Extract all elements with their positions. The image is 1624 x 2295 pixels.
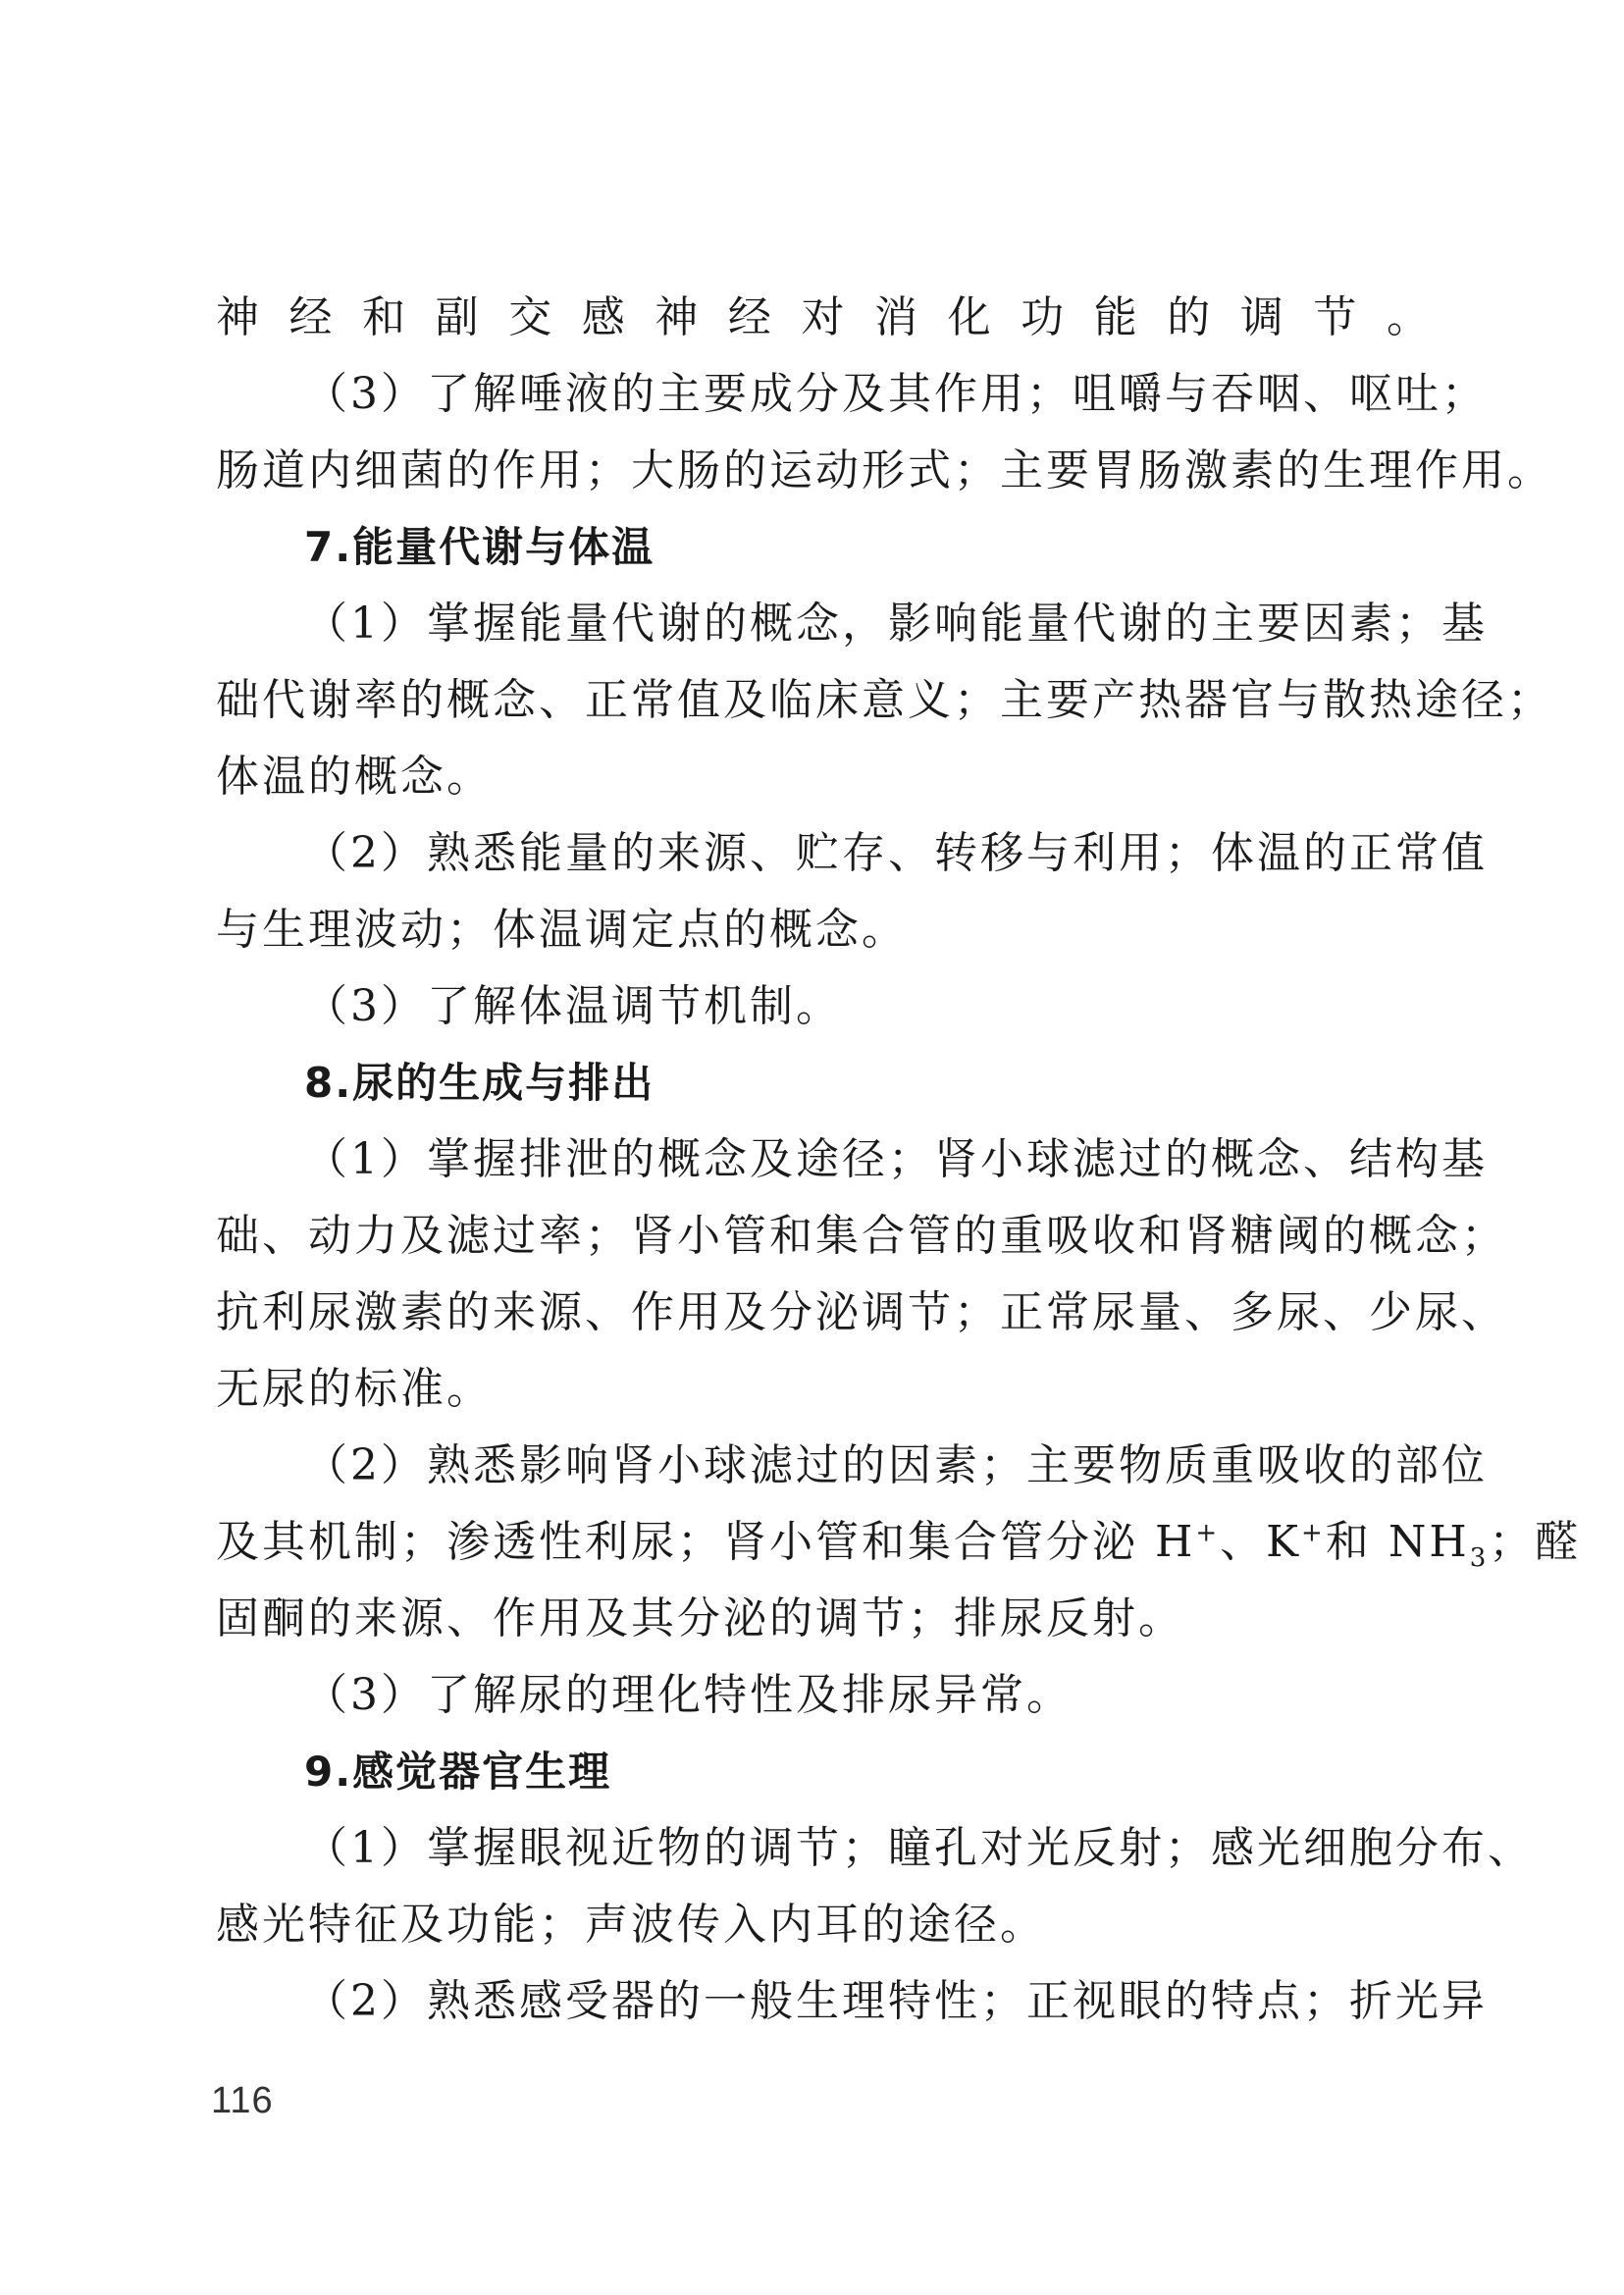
text-line: 础、动力及滤过率；肾小管和集合管的重吸收和肾糖阈的概念； <box>216 1211 1507 1261</box>
superscript: + <box>1301 1518 1326 1548</box>
subscript: 3 <box>1469 1542 1490 1573</box>
text-line: 肠道内细菌的作用；大肠的运动形式；主要胃肠激素的生理作用。 <box>216 445 1553 496</box>
text-line: （3）了解体温调节机制。 <box>304 981 842 1031</box>
text-line: 础代谢率的概念、正常值及临床意义；主要产热器官与散热途径； <box>216 675 1553 725</box>
section-heading: 8.尿的生成与排出 <box>304 1059 655 1107</box>
text-line: 与生理波动；体温调定点的概念。 <box>216 905 908 955</box>
text-line: （2）熟悉感受器的一般生理特性；正视眼的特点；折光异 <box>304 1976 1488 2026</box>
text-line: （1）掌握排泄的概念及途径；肾小球滤过的概念、结构基 <box>304 1134 1488 1184</box>
text-line: （2）熟悉能量的来源、贮存、转移与利用；体温的正常值 <box>304 828 1488 878</box>
text-line: 感光特征及功能；声波传入内耳的途径。 <box>216 1900 1046 1950</box>
superscript: + <box>1195 1518 1221 1548</box>
text-line: 神经和副交感神经对消化功能的调节。 <box>216 292 1433 342</box>
text-line-chemistry <box>216 1513 1582 1573</box>
text-line: 固酮的来源、作用及其分泌的调节；排尿反射。 <box>216 1593 1184 1643</box>
text-line: 无尿的标准。 <box>216 1364 493 1414</box>
text-line: 抗利尿激素的来源、作用及分泌调节；正常尿量、多尿、少尿、 <box>216 1287 1507 1337</box>
section-heading: 7.能量代谢与体温 <box>304 523 655 571</box>
text-line: （3）了解尿的理化特性及排尿异常。 <box>304 1670 1073 1720</box>
text-segment: 和 NH <box>1325 1517 1470 1567</box>
text-segment: ；醛 <box>1489 1517 1582 1567</box>
page-number: 116 <box>211 2080 274 2121</box>
text-segment: 、K <box>1220 1517 1302 1567</box>
text-line: 体温的概念。 <box>216 752 493 802</box>
text-line: （1）掌握能量代谢的概念，影响能量代谢的主要因素；基 <box>304 599 1488 649</box>
text-line: （1）掌握眼视近物的调节；瞳孔对光反射；感光细胞分布、 <box>304 1823 1534 1873</box>
text-line: （3）了解唾液的主要成分及其作用；咀嚼与吞咽、呕吐； <box>304 369 1488 419</box>
text-segment: 及其机制；渗透性利尿；肾小管和集合管分泌 H <box>216 1517 1196 1567</box>
section-heading: 9.感觉器官生理 <box>304 1747 612 1796</box>
text-line: （2）熟悉影响肾小球滤过的因素；主要物质重吸收的部位 <box>304 1440 1488 1490</box>
